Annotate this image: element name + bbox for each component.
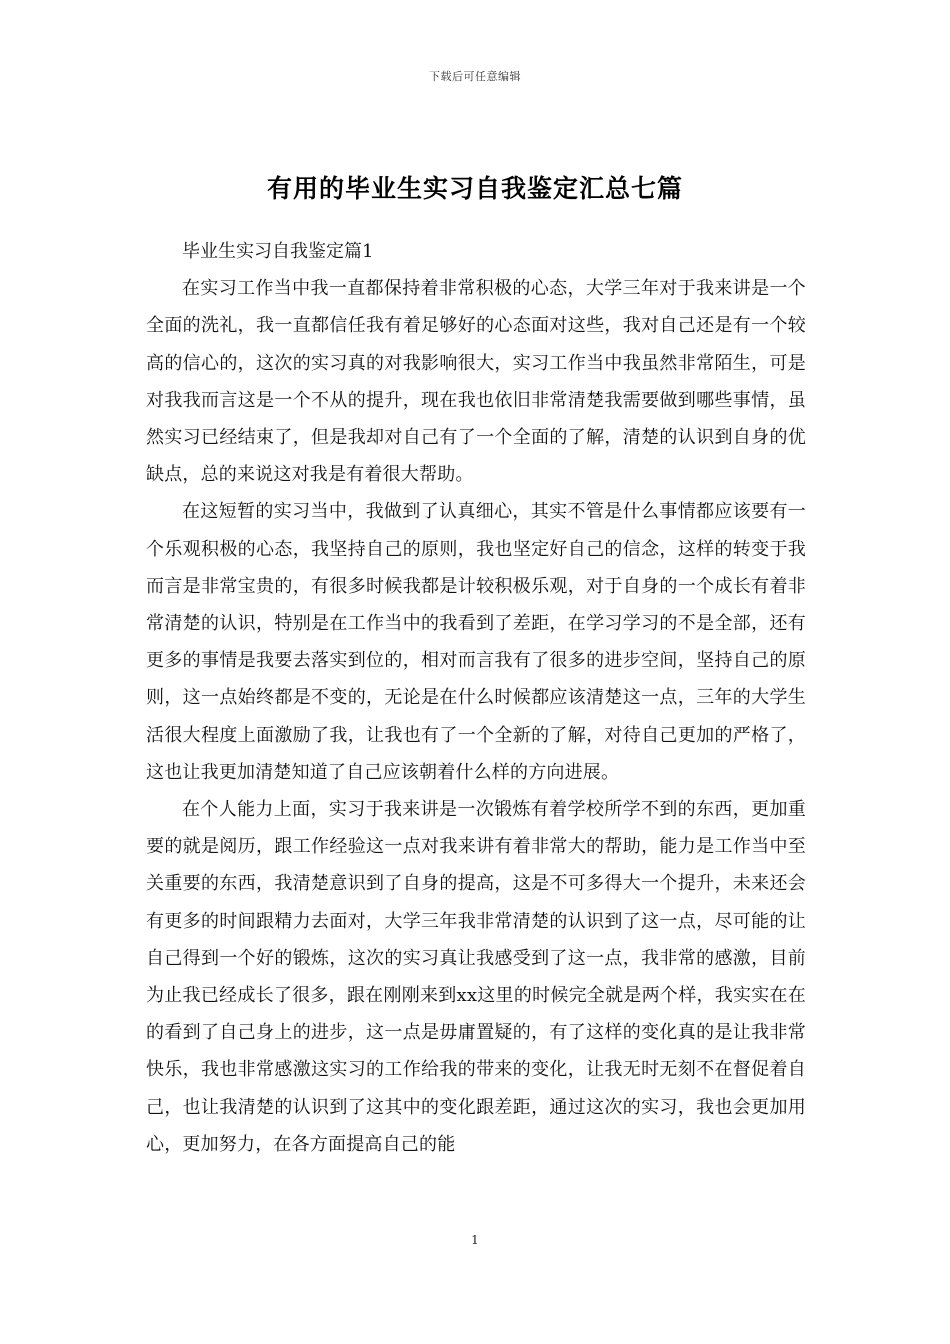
document-body bbox=[146, 233, 806, 1163]
paragraph-1: 在实习工作当中我一直都保持着非常积极的心态，大学三年对于我来讲是一个全面的洗礼，我一直都信任我有着足够好的心态面对这些，我对自己还是有一个较高的信心的，这次的实习真的对我影响很大，实习工作当中我虽然非常陌生，可是对我我而言这是一个不从的提升，现在我也依旧非常清楚我需要做到哪些事情，虽然实习已经结束了，但是我却对自己有了一个全面的了解，清楚的认识到自身的优缺点，总的来说这对我是有着很大帮助。 bbox=[146, 278, 806, 486]
page-number: 1 bbox=[471, 1233, 479, 1247]
section-heading: 毕业生实习自我鉴定篇1 bbox=[182, 241, 374, 262]
paragraph-2: 在这短暂的实习当中，我做到了认真细心，其实不管是什么事情都应该要有一个乐观积极的心态，我坚持自己的原则，我也坚定好自己的信念，这样的转变于我而言是非常宝贵的，有很多时候我都是计较积极乐观，对于自身的一个成长有着非常清楚的认识，特别是在工作当中的我看到了差距，在学习学习的不是全部，还有更多的事情是我要去落实到位的，相对而言我有了很多的进步空间，坚持自己的原则，这一点始终都是不变的，无论是在什么时候都应该清楚这一点，三年的大学生活很大程度上面激励了我，让我也有了一个全新的了解，对待自己更加的严格了，这也让我更加清楚知道了自己应该朝着什么样的方向进展。 bbox=[146, 501, 806, 783]
header-note: 下载后可任意编辑 bbox=[429, 70, 521, 83]
paragraph-3: 在个人能力上面，实习于我来讲是一次锻炼有着学校所学不到的东西，更加重要的就是阅历，跟工作经验这一点对我来讲有着非常大的帮助，能力是工作当中至关重要的东西，我清楚意识到了自身的提高，这是不可多得大一个提升，未来还会有更多的时间跟精力去面对，大学三年我非常清楚的认识到了这一点，尽可能的让自己得到一个好的锻炼，这次的实习真让我感受到了这一点，我非常的感激，目前为止我已经成长了很多，跟在刚刚来到xx这里的时候完全就是两个样，我实实在在的看到了自己身上的进步，这一点是毋庸置疑的，有了这样的变化真的是让我非常快乐，我也非常感激这实习的工作给我的带来的变化，让我无时无刻不在督促着自己，也让我清楚的认识到了这其中的变化跟差距，通过这次的实习，我也会更加用心，更加努力，在各方面提高自己的能 bbox=[146, 799, 806, 1155]
document-title: 有用的毕业生实习自我鉴定汇总七篇 bbox=[266, 173, 683, 203]
